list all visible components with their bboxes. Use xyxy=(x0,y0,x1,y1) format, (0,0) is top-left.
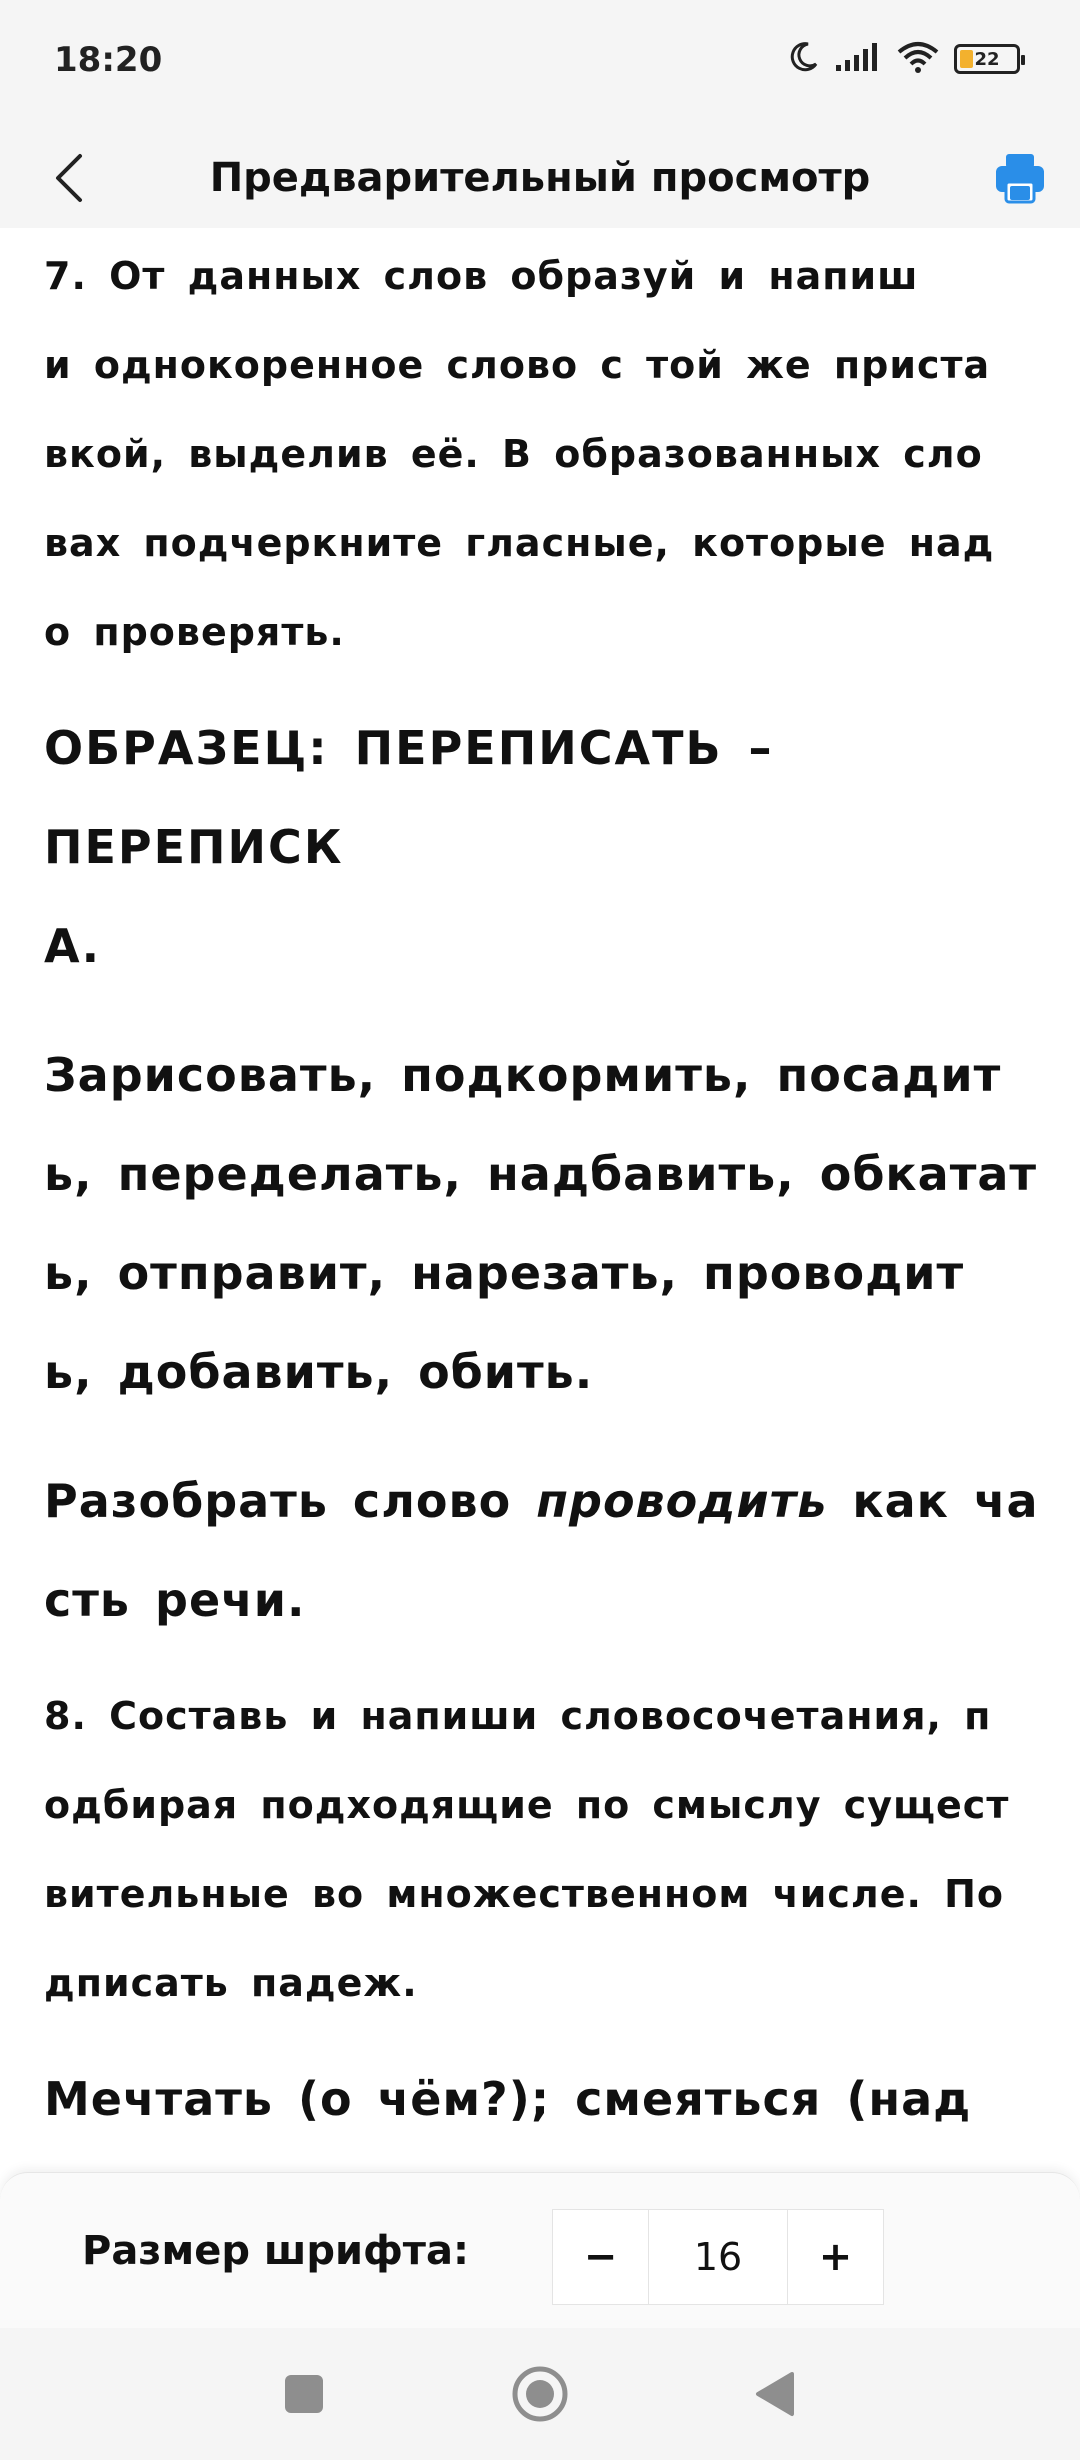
text-line: Мечтать (о чём?); смеяться (над xyxy=(44,2072,972,2126)
text-line: и однокоренное слово с той же приста xyxy=(44,343,991,387)
recents-button[interactable] xyxy=(264,2354,344,2434)
home-button[interactable] xyxy=(500,2354,580,2434)
page-title: Предварительный просмотр xyxy=(209,155,871,201)
text-line: Зарисовать, подкормить, посадит xyxy=(44,1048,1002,1102)
battery-fill xyxy=(960,50,973,68)
status-time: 18:20 xyxy=(54,40,163,80)
font-size-stepper xyxy=(552,2209,884,2305)
text-line: о проверять. xyxy=(44,610,345,654)
nav-back-button[interactable] xyxy=(734,2354,814,2434)
words-paragraph xyxy=(44,1026,1040,1422)
app-bar xyxy=(0,128,1080,228)
text-line: 7. От данных слов образуй и напиш xyxy=(44,254,919,298)
text-line: дписать падеж. xyxy=(44,1961,418,2005)
font-size-label: Размер шрифта: xyxy=(82,2228,469,2274)
print-button[interactable] xyxy=(982,140,1058,216)
text-line: ь, отправит, нарезать, проводит xyxy=(44,1246,965,1300)
text-span: как ча xyxy=(827,1474,1039,1528)
home-circle-icon xyxy=(510,2364,570,2424)
text-line: ОБРАЗЕЦ: ПЕРЕПИСАТЬ – ПЕРЕПИСК xyxy=(44,721,774,874)
status-bar xyxy=(0,0,1080,128)
navigation-bar xyxy=(0,2328,1080,2460)
battery-level: 22 xyxy=(974,48,1000,70)
battery-icon xyxy=(954,44,1020,74)
text-line: вах подчеркните гласные, которые над xyxy=(44,521,995,565)
text-line xyxy=(44,1452,1040,1551)
text-line: одбирая подходящие по смыслу сущест xyxy=(44,1783,1010,1827)
task-8-paragraph xyxy=(44,1672,1040,2028)
font-size-panel xyxy=(0,2172,1080,2328)
text-line: А. xyxy=(44,919,102,973)
back-arrow-icon xyxy=(50,150,90,206)
text-line: вительные во множественном числе. По xyxy=(44,1872,1005,1916)
font-size-value: 16 xyxy=(693,2235,743,2279)
text-line: ь, переделать, надбавить, обкатат xyxy=(44,1147,1038,1201)
increase-font-button[interactable]: + xyxy=(787,2210,883,2304)
text-line: ь, добавить, обить. xyxy=(44,1345,594,1399)
text-line: 8. Составь и напиши словосочетания, п xyxy=(44,1694,992,1738)
text-span: Разобрать слово xyxy=(44,1474,537,1528)
moon-icon xyxy=(786,40,820,78)
text-line: сть речи. xyxy=(44,1573,306,1627)
preview-content xyxy=(44,232,1040,2172)
signal-icon xyxy=(834,41,882,77)
task-7-paragraph xyxy=(44,232,1040,677)
italic-word: проводить xyxy=(536,1474,828,1528)
wifi-icon xyxy=(896,40,940,78)
back-triangle-icon xyxy=(752,2370,796,2418)
parse-paragraph xyxy=(44,1452,1040,1650)
printer-icon xyxy=(992,150,1048,206)
example-paragraph xyxy=(44,699,1040,996)
recents-square-icon xyxy=(282,2372,326,2416)
decrease-font-button[interactable]: − xyxy=(553,2210,649,2304)
text-line: вкой, выделив её. В образованных сло xyxy=(44,432,983,476)
back-button[interactable] xyxy=(30,140,110,216)
status-icons xyxy=(786,40,1020,78)
